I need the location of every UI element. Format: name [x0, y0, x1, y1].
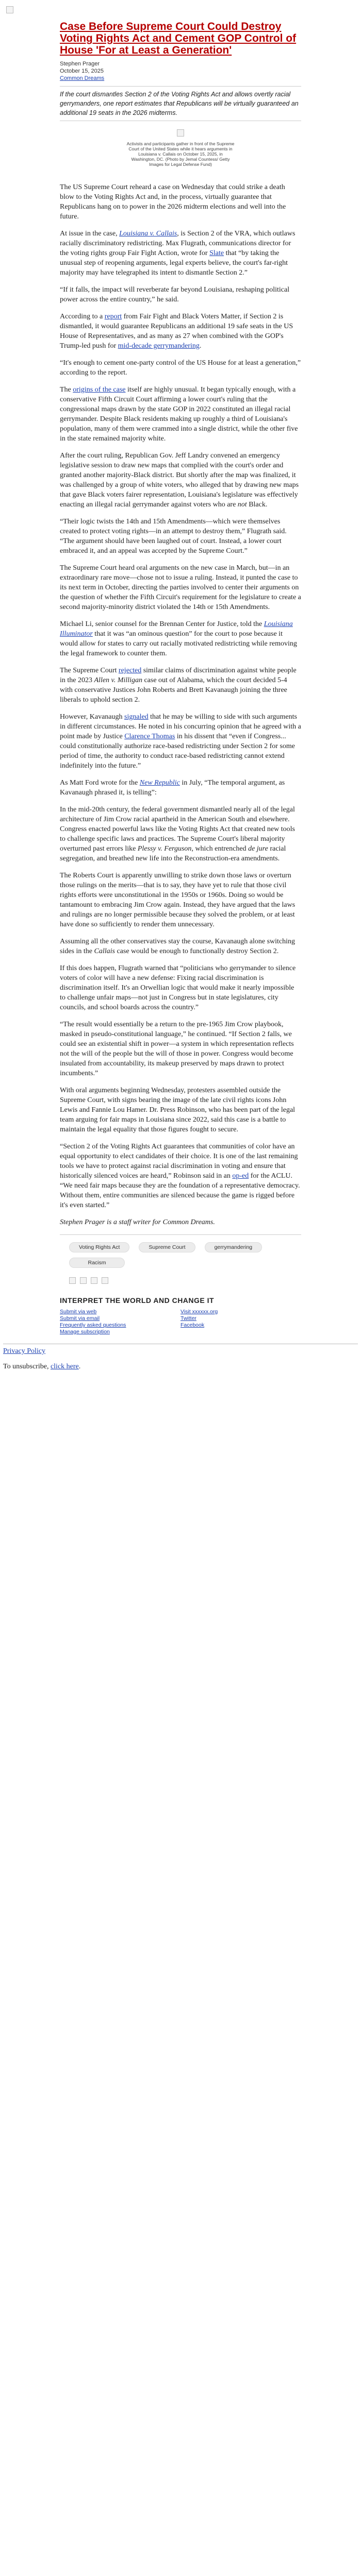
article-paragraph — [60, 312, 301, 351]
text-run: “Their logic twists the 14th and 15th Amendments—which were themselves created to protect voting rights—in an attempt to destroy them,” Flugrath said. “The argument should have been laughed out of court. Instead, a lower court embraced it, and an appeal was accepted by the Supreme Court.” — [60, 518, 287, 555]
byline — [60, 60, 301, 82]
text-run: The Supreme Court — [60, 667, 119, 674]
text-run: After the court ruling, Republican Gov. Jeff Landry convened an emergency legislative session to draw new maps that complied with the court's order and granted another majority-Black district. But shortly after the map was finalized, it was challenged by a group of white voters, who alleged that by drawing new maps that gave Black voters fairer representation, Louisiana's legislature was effectively enacting an illegal racial gerrymander against voters who are — [60, 452, 299, 509]
inline-link[interactable]: New Republic — [139, 779, 180, 787]
article-dek: If the court dismantles Section 2 of the Voting Rights Act and allows overtly racial gerrymanders, one report estimates that Republicans will be virtually guaranteed an additional 19 seats in the 2026 midterms. — [60, 86, 301, 121]
article-body — [60, 182, 301, 1210]
bottom-section — [0, 1344, 361, 1371]
tag-pill[interactable]: Racism — [69, 1258, 125, 1268]
text-run: for the ACLU. “We need fair maps because they are the foundation of a representative democracy. Without them, entire communities are silenced because the game is rigged before it's even started.” — [60, 1172, 300, 1209]
article-headline[interactable]: Case Before Supreme Court Could Destroy Voting Rights Act and Cement GOP Control of House 'For at Least a Generation' — [60, 21, 297, 56]
photo-caption: Activists and participants gather in front of the Supreme Court of the United States while it hears arguments in Louisiana v. Callais on October 15, 2025, in Washington, DC. (Photo by Jemal Countess/ Getty Images for Legal Defense Fund) — [126, 141, 235, 167]
share-icons — [60, 1277, 301, 1284]
photo-placeholder-icon — [177, 129, 184, 137]
footer-left-links — [60, 1309, 180, 1335]
article-paragraph — [60, 451, 301, 510]
unsubscribe-prefix: To unsubscribe, — [3, 1363, 51, 1370]
text-run: Allen v. Milligan — [94, 676, 142, 684]
text-run: According to a — [60, 313, 105, 320]
text-run: At issue in the case, — [60, 230, 120, 238]
footer-link[interactable]: Frequently asked questions — [60, 1322, 126, 1328]
footer-link[interactable]: Submit via email — [60, 1315, 100, 1321]
unsubscribe-link[interactable]: click here — [50, 1363, 79, 1370]
footer-link[interactable]: Manage subscription — [60, 1329, 110, 1335]
article-paragraph — [60, 229, 301, 278]
email-container — [60, 21, 301, 1335]
text-run: The US Supreme Court reheard a case on Wednesday that could strike a death blow to the Voting Rights Act and, in the process, virtually guarantee that Republicans hang on to power in the 2026 midterm elections and well into the future. — [60, 183, 286, 221]
text-run: , is Section 2 of the VRA, which outlaws racially discriminatory redistricting. Max Flugrath, communications director for the voting rights group Fair Fight Action, wrote for — [60, 230, 296, 257]
inline-link[interactable]: mid-decade gerrymandering — [118, 342, 200, 350]
article-paragraph — [60, 805, 301, 863]
footer — [60, 1296, 301, 1335]
text-run: “Section 2 of the Voting Rights Act guarantees that communities of color have an equal opportunity to elect candidates of their choice. It is one of the last remaining tools we have to protect against racial discrimination in voting and ensure that historically silenced voices are heard,” Robinson said in an — [60, 1143, 298, 1180]
publish-date: October 15, 2025 — [60, 68, 104, 74]
divider — [60, 1234, 301, 1235]
text-run: case out of Alabama, which the court decided 5-4 with conservative Justices John Roberts and Brett Kavanaugh joining the three liberals to uphold section 2. — [60, 676, 287, 704]
article-paragraph — [60, 358, 301, 378]
article-figure — [60, 129, 301, 167]
text-run: “The result would essentially be a return to the pre-1965 Jim Crow playbook, masked in pseudo-constitutional language,” he continued. “If Section 2 falls, we could see an existential shift in power—a system in which representation reflects not the will of the people but the will of those in power. Congress would become insulated from accountability, its makeup preserved by maps drawn to protect incumbents.” — [60, 1021, 294, 1077]
article-paragraph — [60, 937, 301, 956]
share-icon-print[interactable] — [102, 1277, 108, 1284]
author-name: Stephen Prager — [60, 61, 100, 67]
inline-link[interactable]: report — [104, 313, 122, 320]
footer-link[interactable]: Facebook — [180, 1322, 205, 1328]
text-run: in July, “The temporal argument, as Kavanaugh phrased it, is telling”: — [60, 779, 285, 796]
article-paragraph — [60, 182, 301, 222]
text-run: As Matt Ford wrote for the — [60, 779, 140, 787]
inline-link[interactable]: Louisiana Illuminator — [60, 620, 293, 638]
inline-link[interactable]: rejected — [118, 667, 142, 674]
text-run: . — [199, 342, 202, 350]
text-run: from Fair Fight and Black Voters Matter, if Section 2 is dismantled, it would guarantee Republicans an additional 19 safe seats in the US House of Representatives, and as many as 27 when combined with the GOP's Trump-led push for — [60, 313, 293, 350]
tag-pill[interactable]: Supreme Court — [139, 1242, 195, 1252]
text-run: The — [60, 386, 73, 394]
text-run: “If it falls, the impact will reverberate far beyond Louisiana, reshaping political power across the entire country,” he said. — [60, 286, 290, 303]
article-paragraph — [60, 563, 301, 612]
inline-link[interactable]: Slate — [209, 249, 224, 257]
text-run: in his dissent that “even if Congress... could constitutionally authorize race-based redistricting under Section 2 for some period of time, the authority to conduct race-based redistricting cannot extend indefinitely into the future.” — [60, 733, 296, 770]
share-icon-email[interactable] — [91, 1277, 97, 1284]
inline-link[interactable]: Clarence Thomas — [124, 733, 175, 740]
article-paragraph — [60, 619, 301, 658]
footer-link[interactable]: Visit xxxxxx.org — [180, 1309, 218, 1315]
article-paragraph — [60, 1086, 301, 1134]
tag-list — [60, 1242, 301, 1268]
article-paragraph — [60, 712, 301, 771]
share-icon-facebook[interactable] — [69, 1277, 76, 1284]
text-run: not — [237, 501, 247, 509]
text-run: Callais — [94, 947, 115, 955]
text-run: similar claims of discrimination against white people in the 2023 — [60, 667, 297, 684]
text-run: If this does happen, Flugrath warned that “politicians who gerrymander to silence voters of color will have a new defense: Fixing racial discrimination is discrimination itself. It's an Orwellian logic that would make it nearly impossible to challenge unfair maps—not just in Congress but in state legislatures, city councils, and school boards across the country.” — [60, 964, 296, 1011]
article-paragraph — [60, 1142, 301, 1210]
unsubscribe-suffix: . — [78, 1363, 81, 1370]
inline-link[interactable]: op-ed — [232, 1172, 249, 1180]
text-run: itself are highly unusual. It began typically enough, with a conservative Fifth Circuit Court affirming a lower court's ruling that the congressional maps drawn by the state GOP in 2022 constituted an illegal racial gerrymander. Despite Black residents making up roughly a third of Louisiana's population, many of them were crammed into a single district, while the other five in the state remained majority white. — [60, 386, 298, 443]
tag-pill[interactable]: Voting Rights Act — [69, 1242, 129, 1252]
text-run: With oral arguments beginning Wednesday, protesters assembled outside the Supreme Court, with signs bearing the image of the late civil rights icons John Lewis and Fannie Lou Hamer. Dr. Press Robinson, who has been part of the legal team arguing for fair maps in Louisiana since 2022, said this case is a battle to maintain the legal equality that those figures fought to secure. — [60, 1087, 296, 1133]
source-link[interactable]: Common Dreams — [60, 75, 105, 81]
text-run: However, Kavanaugh — [60, 713, 125, 721]
text-run: racial segregation, and breathed new life into the Reconstruction-era amendments. — [60, 845, 286, 862]
article-paragraph — [60, 963, 301, 1012]
footer-title: INTERPRET THE WORLD AND CHANGE IT — [60, 1296, 215, 1304]
text-run: that he may be willing to side with such arguments in different circumstances. He noted in his concurring opinion that he agreed with a point made by Justice — [60, 713, 301, 740]
unsubscribe-line — [3, 1363, 361, 1371]
author-signoff: Stephen Prager is a staff writer for Common Dreams. — [60, 1218, 215, 1226]
text-run: The Roberts Court is apparently unwilling to strike down those laws or overturn those rulings on the merits—that is to say, they have yet to rule that those civil rights efforts were unconstitutional in the 1950s or 1960s. Doing so would be tantamount to embracing Jim Crow again. Instead, they have argued that the laws and rulings are no longer permissible because they solved the problem, or at least have done so sufficiently to render them unnecessary. — [60, 872, 296, 928]
text-run: Plessy v. Ferguson — [137, 845, 192, 853]
text-run: Black. — [247, 501, 268, 509]
inline-link[interactable]: Louisiana v. Callais — [119, 230, 177, 238]
article-paragraph — [60, 871, 301, 929]
text-run: that it was “an ominous question” for the court to pose because it would allow for states to carry out racially motivated redistricting while removing the legal framework to counter them. — [60, 630, 297, 657]
article-paragraph — [60, 517, 301, 556]
tag-pill[interactable]: gerrymandering — [205, 1242, 262, 1252]
text-run: In the mid-20th century, the federal government dismantled nearly all of the legal architecture of Jim Crow racial apartheid in the American South and elsewhere. Congress enacted powerful laws like the Voting Rights Act that created new tools to challenge specific laws and practices. The Supreme Court's liberal majority overturned past errors like — [60, 806, 295, 853]
privacy-policy-link[interactable]: Privacy Policy — [3, 1347, 46, 1355]
article-paragraph — [60, 1020, 301, 1078]
text-run: case would be enough to functionally destroy Section 2. — [114, 947, 279, 955]
article-paragraph — [60, 385, 301, 444]
text-run: The Supreme Court heard oral arguments on the new case in March, but—in an extraordinary rare move—chose not to issue a ruling. Instead, it punted the case to its next term in October, directing the parties involved to center their arguments on the question of whether the Fifth Circuit's requirement for the legislature to create a second majority-minority district violated the 14th or 15th Amendments. — [60, 564, 301, 611]
text-run: Michael Li, senior counsel for the Brennan Center for Justice, told the — [60, 620, 264, 628]
article-paragraph — [60, 285, 301, 304]
text-run: that “by taking the unusual step of reopening arguments, legal experts believe, the court's far-right majority may have telegraphed its intent to dismantle Section 2.” — [60, 249, 288, 277]
footer-right-links — [180, 1309, 301, 1335]
footer-link[interactable]: Submit via web — [60, 1309, 97, 1315]
article-paragraph — [60, 778, 301, 798]
broken-image-icon — [6, 6, 13, 13]
footer-link[interactable]: Twitter — [180, 1315, 196, 1321]
text-run: , which entrenched — [191, 845, 249, 853]
inline-link[interactable]: origins of the case — [73, 386, 126, 394]
text-run: Assuming all the other conservatives stay the course, Kavanaugh alone switching sides in the — [60, 938, 296, 955]
text-run: “It's enough to cement one-party control of the US House for at least a generation,” according to the report. — [60, 359, 301, 377]
article-paragraph — [60, 666, 301, 705]
text-run: de jure — [248, 845, 268, 853]
inline-link[interactable]: signaled — [124, 713, 149, 721]
top-bar — [0, 0, 361, 21]
share-icon-twitter[interactable] — [80, 1277, 87, 1284]
